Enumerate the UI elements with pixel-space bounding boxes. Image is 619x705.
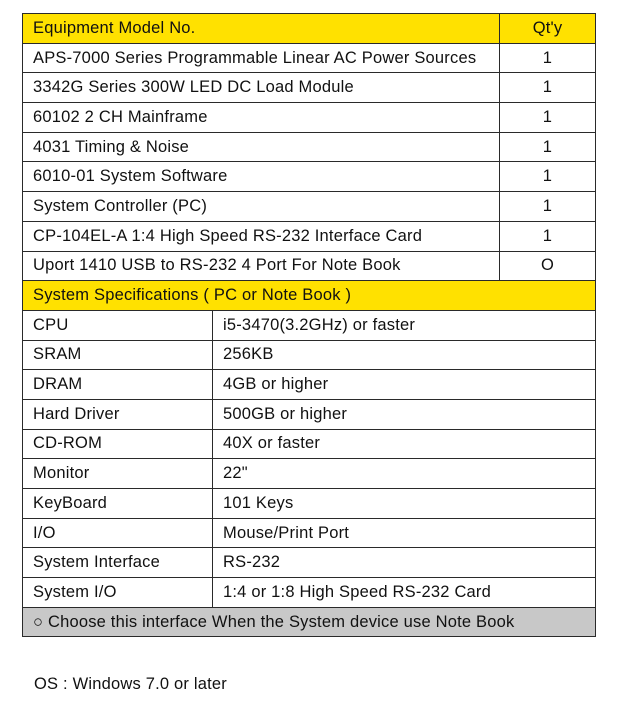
- equipment-row: [23, 162, 596, 192]
- equipment-name: 6010-01 System Software: [23, 162, 500, 192]
- equipment-spec-table: [22, 13, 596, 637]
- spec-value: 40X or faster: [213, 429, 596, 459]
- equipment-header-row: [23, 14, 596, 44]
- equipment-name: 4031 Timing & Noise: [23, 132, 500, 162]
- equipment-qty: 1: [500, 103, 596, 133]
- spec-label: CPU: [23, 310, 213, 340]
- spec-value: RS-232: [213, 548, 596, 578]
- equipment-row: [23, 43, 596, 73]
- note-text: ○ Choose this interface When the System device use Note Book: [23, 607, 596, 637]
- spec-label: SRAM: [23, 340, 213, 370]
- spec-value: 101 Keys: [213, 489, 596, 519]
- spec-row: [23, 518, 596, 548]
- system-specs-header-label: System Specifications ( PC or Note Book ): [23, 281, 596, 311]
- spec-row: [23, 310, 596, 340]
- spec-label: Hard Driver: [23, 399, 213, 429]
- equipment-row: [23, 251, 596, 281]
- equipment-name: System Controller (PC): [23, 192, 500, 222]
- equipment-name: Uport 1410 USB to RS-232 4 Port For Note Book: [23, 251, 500, 281]
- equipment-row: [23, 192, 596, 222]
- spec-row: [23, 548, 596, 578]
- os-requirement: OS : Windows 7.0 or later: [34, 675, 227, 693]
- equipment-name: 60102 2 CH Mainframe: [23, 103, 500, 133]
- equipment-qty: 1: [500, 221, 596, 251]
- equipment-qty: 1: [500, 73, 596, 103]
- spec-label: DRAM: [23, 370, 213, 400]
- equipment-header-label: Equipment Model No.: [23, 14, 500, 44]
- equipment-qty: O: [500, 251, 596, 281]
- spec-label: KeyBoard: [23, 489, 213, 519]
- spec-value: 22": [213, 459, 596, 489]
- spec-row: [23, 489, 596, 519]
- equipment-name: 3342G Series 300W LED DC Load Module: [23, 73, 500, 103]
- spec-label: I/O: [23, 518, 213, 548]
- spec-value: 256KB: [213, 340, 596, 370]
- spec-value: i5-3470(3.2GHz) or faster: [213, 310, 596, 340]
- spec-label: Monitor: [23, 459, 213, 489]
- equipment-row: [23, 132, 596, 162]
- equipment-row: [23, 221, 596, 251]
- spec-value: Mouse/Print Port: [213, 518, 596, 548]
- spec-row: [23, 370, 596, 400]
- spec-value: 4GB or higher: [213, 370, 596, 400]
- qty-header-label: Qt'y: [500, 14, 596, 44]
- equipment-row: [23, 73, 596, 103]
- equipment-qty: 1: [500, 132, 596, 162]
- equipment-qty: 1: [500, 192, 596, 222]
- spec-label: System I/O: [23, 578, 213, 608]
- equipment-name: APS-7000 Series Programmable Linear AC Power Sources: [23, 43, 500, 73]
- spec-row: [23, 399, 596, 429]
- spec-row: [23, 459, 596, 489]
- spec-label: CD-ROM: [23, 429, 213, 459]
- note-row: [23, 607, 596, 637]
- system-specs-header-row: [23, 281, 596, 311]
- equipment-row: [23, 103, 596, 133]
- equipment-qty: 1: [500, 162, 596, 192]
- spec-value: 1:4 or 1:8 High Speed RS-232 Card: [213, 578, 596, 608]
- spec-row: [23, 429, 596, 459]
- spec-value: 500GB or higher: [213, 399, 596, 429]
- spec-label: System Interface: [23, 548, 213, 578]
- equipment-name: CP-104EL-A 1:4 High Speed RS-232 Interface Card: [23, 221, 500, 251]
- spec-row: [23, 578, 596, 608]
- equipment-qty: 1: [500, 43, 596, 73]
- spec-row: [23, 340, 596, 370]
